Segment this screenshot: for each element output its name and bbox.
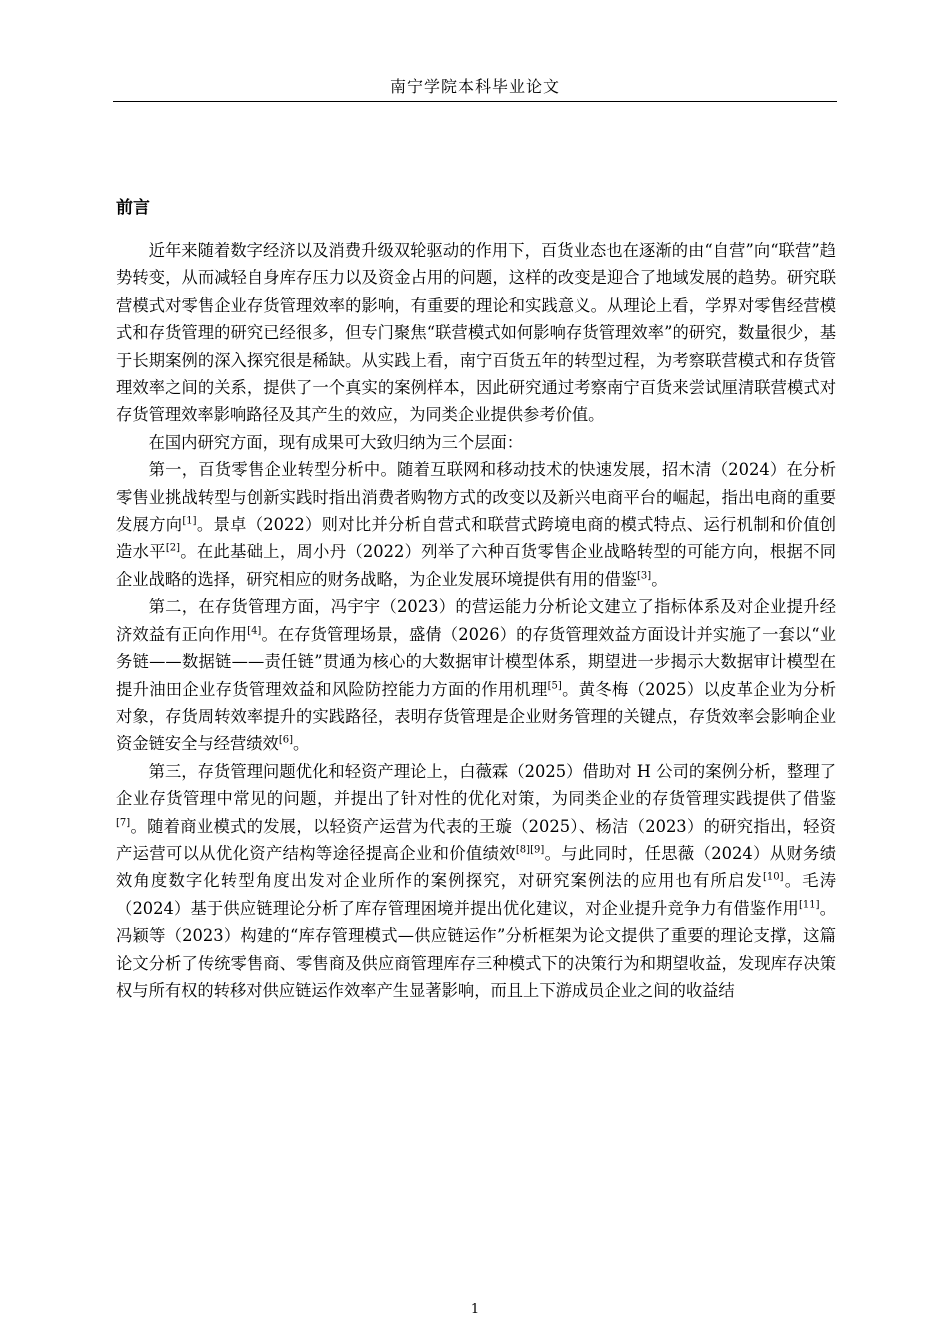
citation-5: [5] xyxy=(547,680,562,692)
page-number: 1 xyxy=(470,1302,480,1317)
paragraph-text: 近年来随着数字经济以及消费升级双轮驱动的作用下，百货业态也在逐渐的由“自营”向“联营”趋势转变，从而减轻自身库存压力以及资金占用的问题，这样的改变是迎合了地域发展的趋势。研究联营模式对零售企业存货管理效率的影响，有重要的理论和实践意义。从理论上看，学界对零售经营模式和存货管理的研究已经很多，但专门聚焦“联营模式如何影响存货管理效率”的研究，数量很少，基于长期案例的深入探究很是稀缺。从实践上看，南宁百货五年的转型过程，为考察联营模式和存货管理效率之间的关系，提供了一个真实的案例样本，因此研究通过考察南宁百货来尝试厘清联营模式对存货管理效率影响路径及其产生的效应，为同类企业提供参考价值。 xyxy=(116,241,836,425)
paragraph-2 xyxy=(116,429,836,456)
paragraph-text: 。 xyxy=(651,569,668,589)
paragraph-text: 第一，百货零售企业转型分析中。随着互联网和移动技术的快速发展，招木清（2024）在分析零售业挑战转型与创新实践时指出消费者购物方式的改变以及新兴电商平台的崛起，指出电商的重要发展方向 xyxy=(116,460,836,535)
header-rule xyxy=(113,101,837,102)
citation-11: [11] xyxy=(799,899,820,911)
paragraph-text: 在国内研究方面，现有成果可大致归纳为三个层面： xyxy=(148,432,524,452)
citation-3: [3] xyxy=(637,570,652,582)
paragraph-text: 。在存货管理场景，盛倩（2026）的存货管理效益方面设计并实施了一套以“业务链——数据链——责任链”贯通为核心的大数据审计模型体系，期望进一步揭示大数据审计模型在提升油田企业存货管理效益和风险防控能力方面的作用机理 xyxy=(116,624,836,699)
citation-7: [7] xyxy=(116,817,131,829)
paragraph-1 xyxy=(116,237,836,429)
citation-4: [4] xyxy=(247,625,262,637)
paragraph-text: 第二，在存货管理方面，冯宇宇（2023）的营运能力分析论文建立了指标体系及对企业提升经济效益有正向作用 xyxy=(116,597,836,644)
paragraph-4 xyxy=(116,593,836,757)
paragraph-text: 。黄冬梅（2025）以皮革企业为分析对象，存货周转效率提升的实践路径，表明存货管理是企业财务管理的关键点，存货效率会影响企业资金链安全与经营绩效 xyxy=(116,679,836,754)
section-heading: 前言 xyxy=(116,198,150,218)
citation-6: [6] xyxy=(278,734,293,746)
paragraph-text: 。与此同时，任思薇（2024）从财务绩效角度数字化转型角度出发对企业所作的案例探究，对研究案例法的应用也有所启发 xyxy=(116,843,836,891)
paragraph-5 xyxy=(116,758,836,1005)
paragraph-text: 第三，存货管理问题优化和轻资产理论上，白薇霖（2025）借助对 H 公司的案例分析，整理了企业存货管理中常见的问题，并提出了针对性的优化对策，为同类企业的存货管理实践提供了借鉴 xyxy=(116,761,836,809)
running-header: 南宁学院本科毕业论文 xyxy=(389,77,560,96)
citation-1: [1] xyxy=(182,515,197,527)
citation-10: [10] xyxy=(762,871,784,883)
paragraph-text: 。景卓（2022）则对比并分析自营式和联营式跨境电商的模式特点、运行机制和价值创造水平 xyxy=(116,515,836,562)
paragraph-text: 。毛涛（2024）基于供应链理论分析了库存管理困境并提出优化建议，对企业提升竞争力有借鉴作用 xyxy=(116,871,836,918)
paragraph-text: 。在此基础上，周小丹（2022）列举了六种百货零售企业战略转型的可能方向，根据不同企业战略的选择，研究相应的财务战略，为企业发展环境提供有用的借鉴 xyxy=(116,542,836,589)
paragraph-text: 。冯颖等（2023）构建的“库存管理模式—供应链运作”分析框架为论文提供了重要的理论支撑，这篇论文分析了传统零售商、零售商及供应商管理库存三种模式下的决策行为和期望收益，发现库存决策权与所有权的转移对供应链运作效率产生显著影响，而且上下游成员企业之间的收益结 xyxy=(116,898,836,1000)
body-text xyxy=(116,237,836,1004)
paragraph-text: 。随着商业模式的发展，以轻资产运营为代表的王璇（2025）、杨洁（2023）的研究指出，轻资产运营可以从优化资产结构等途径提高企业和价值绩效 xyxy=(116,816,836,863)
citation-8-9: [8][9] xyxy=(515,844,545,856)
paragraph-3 xyxy=(116,456,836,593)
citation-2: [2] xyxy=(165,543,180,555)
paragraph-text: 。 xyxy=(293,734,310,754)
